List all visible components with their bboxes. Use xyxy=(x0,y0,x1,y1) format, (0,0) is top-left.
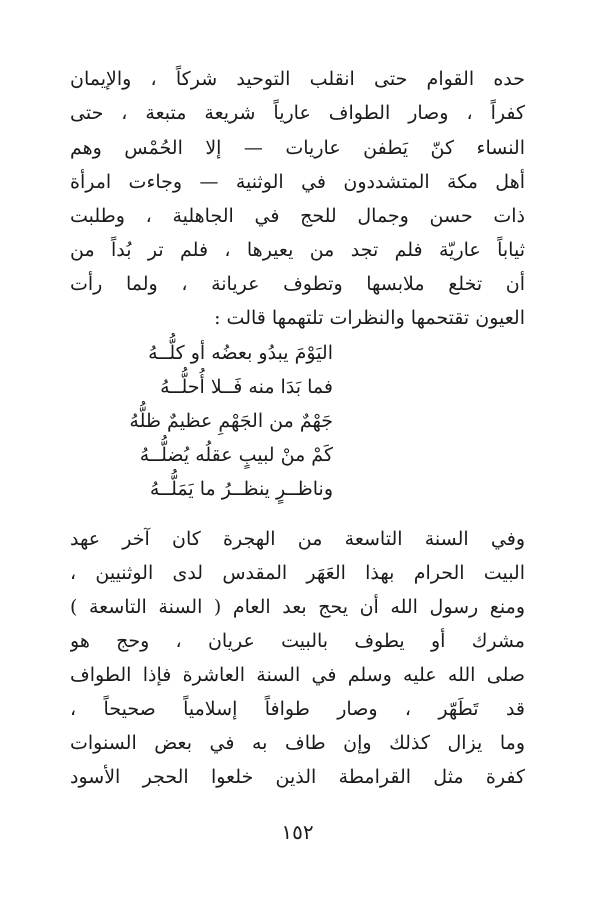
text-line: أهل مكة المتشددون في الوثنية — وجاءت امرأة xyxy=(70,171,525,193)
verse-line: اليَوْمَ يبدُو بعضُه أو كلُّــهُ xyxy=(148,342,333,364)
text-line: حده القوام حتى انقلب التوحيد شركاً ، والإيمان xyxy=(70,68,525,90)
verse-line: فما بَدَا منه فَــلا أُحلُّــهُ xyxy=(160,376,333,398)
text-line: كفرة مثل القرامطة الذين خلعوا الحجر الأسود xyxy=(70,766,525,788)
verse-line: وناظــرٍ ينظــرُ ما يَمَلُّــهُ xyxy=(149,478,333,500)
text-line: البيت الحرام بهذا العَهَر المقدس لدى الوثنيين ، xyxy=(70,562,525,584)
text-line: كفراً ، وصار الطواف عارياً شريعة متبعة ، حتى xyxy=(70,102,525,124)
text-line: قد تَطَهّر ، وصار طوافاً إسلامياً صحيحاً ، xyxy=(70,698,525,720)
page-number: ١٥٢ xyxy=(281,820,314,844)
text-line: ومنع رسول الله أن يحج بعد العام ( السنة التاسعة ) xyxy=(70,596,525,618)
text-line: ثياباً عاريّة فلم تجد من يعيرها ، فلم تر بُداً من xyxy=(70,239,525,261)
text-line: العيون تقتحمها والنظرات تلتهمها قالت : xyxy=(214,307,525,329)
verse-line: كَمْ منْ لبيبٍ عقلُه يُضلُّــهُ xyxy=(139,444,333,466)
text-line: وما يزال كذلك وإن طاف به في بعض السنوات xyxy=(70,732,525,754)
text-line: وفي السنة التاسعة من الهجرة كان آخر عهد xyxy=(70,528,525,550)
text-line: صلى الله عليه وسلم في السنة العاشرة فإذا الطواف xyxy=(70,664,525,686)
text-line: النساء كنّ يَطفن عاريات — إلا الحُمْس وهم xyxy=(70,137,525,159)
text-line: ذات حسن وجمال للحج في الجاهلية ، وطلبت xyxy=(70,205,525,227)
text-line: أن تخلع ملابسها وتطوف عريانة ، ولما رأت xyxy=(70,273,525,295)
text-line: مشرك أو يطوف بالبيت عريان ، وحج هو xyxy=(70,630,525,652)
verse-line: جَهْمٌ من الجَهْمِ عظيمٌ ظلُّهُ xyxy=(129,410,333,432)
verse-block xyxy=(93,336,333,511)
